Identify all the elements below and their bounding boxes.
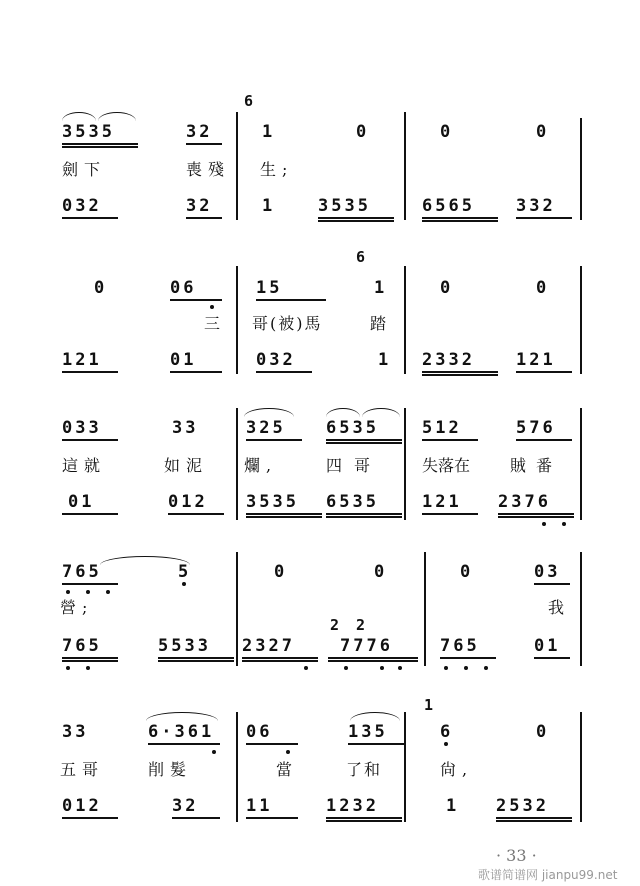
melody-note: 1 bbox=[374, 278, 388, 298]
accomp-note: 121 bbox=[516, 350, 556, 370]
grace-note: 2 bbox=[330, 616, 340, 634]
barline bbox=[580, 118, 582, 220]
octave-dot bbox=[286, 750, 290, 754]
octave-dot bbox=[380, 666, 384, 670]
underline bbox=[246, 439, 302, 441]
underline bbox=[62, 817, 118, 819]
barline bbox=[580, 408, 582, 520]
lyric: 這就 bbox=[62, 456, 107, 475]
underline bbox=[326, 516, 402, 518]
lyric: 喪殘 bbox=[186, 160, 231, 179]
accomp-note: 11 bbox=[246, 796, 273, 816]
underline bbox=[326, 817, 402, 819]
octave-dot bbox=[212, 750, 216, 754]
lyric: 三 bbox=[204, 314, 227, 333]
slur bbox=[98, 112, 136, 121]
octave-dot bbox=[66, 666, 70, 670]
slur bbox=[362, 408, 400, 417]
underline bbox=[62, 583, 118, 585]
barline bbox=[404, 408, 406, 520]
barline bbox=[580, 712, 582, 822]
lyric: 當 bbox=[276, 760, 299, 779]
melody-note: 0 bbox=[536, 122, 550, 142]
underline bbox=[422, 439, 478, 441]
octave-dot bbox=[444, 666, 448, 670]
grace-note: 6 bbox=[244, 92, 254, 110]
barline bbox=[404, 712, 406, 822]
octave-dot bbox=[106, 590, 110, 594]
grace-note: 6 bbox=[356, 248, 366, 266]
underline bbox=[516, 217, 572, 219]
underline bbox=[158, 657, 234, 659]
page-number: · 33 · bbox=[496, 846, 537, 865]
underline bbox=[534, 657, 570, 659]
accomp-note: 121 bbox=[62, 350, 102, 370]
underline bbox=[498, 516, 574, 518]
accomp-note: 2332 bbox=[422, 350, 475, 370]
slur bbox=[326, 408, 360, 417]
underline bbox=[498, 513, 574, 515]
barline bbox=[404, 112, 406, 220]
underline bbox=[246, 513, 322, 515]
accomp-note: 5533 bbox=[158, 636, 211, 656]
melody-note: 3535 bbox=[62, 122, 115, 142]
melody-note: 06 bbox=[170, 278, 197, 298]
melody-note: 033 bbox=[62, 418, 102, 438]
melody-note: 135 bbox=[348, 722, 388, 742]
octave-dot bbox=[86, 590, 90, 594]
underline bbox=[62, 143, 138, 145]
melody-note: 15 bbox=[256, 278, 283, 298]
underline bbox=[62, 217, 118, 219]
octave-dot bbox=[210, 305, 214, 309]
melody-note: 512 bbox=[422, 418, 462, 438]
melody-note: 6 bbox=[440, 722, 454, 742]
melody-note: 33 bbox=[172, 418, 199, 438]
lyric: 生; bbox=[260, 160, 294, 179]
melody-note: 0 bbox=[356, 122, 370, 142]
accomp-note: 012 bbox=[62, 796, 102, 816]
accomp-note: 332 bbox=[516, 196, 556, 216]
melody-note: 06 bbox=[246, 722, 273, 742]
underline bbox=[326, 513, 402, 515]
barline bbox=[404, 266, 406, 374]
barline bbox=[580, 266, 582, 374]
lyric: 五哥 bbox=[60, 760, 105, 779]
melody-note: 03 bbox=[534, 562, 561, 582]
underline bbox=[422, 217, 498, 219]
octave-dot bbox=[542, 522, 546, 526]
lyric: 營; bbox=[60, 598, 94, 617]
octave-dot bbox=[344, 666, 348, 670]
underline bbox=[496, 820, 572, 822]
octave-dot bbox=[464, 666, 468, 670]
accomp-note: 121 bbox=[422, 492, 462, 512]
accomp-note: 765 bbox=[440, 636, 480, 656]
octave-dot bbox=[86, 666, 90, 670]
underline bbox=[172, 817, 220, 819]
underline bbox=[148, 743, 220, 745]
underline bbox=[242, 660, 318, 662]
underline bbox=[440, 657, 496, 659]
underline bbox=[242, 657, 318, 659]
octave-dot bbox=[444, 742, 448, 746]
underline bbox=[246, 817, 298, 819]
underline bbox=[326, 439, 402, 441]
accomp-note: 32 bbox=[172, 796, 199, 816]
lyric: 我 bbox=[548, 598, 571, 617]
octave-dot bbox=[484, 666, 488, 670]
accomp-note: 2532 bbox=[496, 796, 549, 816]
melody-note: 1 bbox=[262, 122, 276, 142]
melody-note: 576 bbox=[516, 418, 556, 438]
melody-note: 32 bbox=[186, 122, 213, 142]
accomp-note: 032 bbox=[62, 196, 102, 216]
underline bbox=[62, 439, 118, 441]
barline bbox=[236, 552, 238, 666]
melody-note: 325 bbox=[246, 418, 286, 438]
accomp-note: 1 bbox=[378, 350, 392, 370]
octave-dot bbox=[182, 582, 186, 586]
accomp-note: 01 bbox=[170, 350, 197, 370]
lyric: 踏 bbox=[370, 314, 393, 333]
slur bbox=[100, 556, 190, 565]
lyric: 尙, bbox=[440, 760, 474, 779]
underline bbox=[168, 513, 224, 515]
accomp-note: 3535 bbox=[246, 492, 299, 512]
octave-dot bbox=[66, 590, 70, 594]
accomp-note: 1232 bbox=[326, 796, 379, 816]
barline bbox=[236, 408, 238, 520]
underline bbox=[246, 743, 298, 745]
slur bbox=[62, 112, 96, 121]
octave-dot bbox=[562, 522, 566, 526]
accomp-note: 01 bbox=[68, 492, 95, 512]
lyric: 爛, bbox=[244, 456, 278, 475]
melody-note: 0 bbox=[536, 722, 550, 742]
barline bbox=[236, 712, 238, 822]
underline bbox=[186, 143, 222, 145]
accomp-note: 765 bbox=[62, 636, 102, 656]
watermark: 歌谱简谱网 jianpu99.net bbox=[478, 868, 618, 882]
barline bbox=[236, 266, 238, 374]
underline bbox=[516, 371, 572, 373]
underline bbox=[256, 299, 326, 301]
underline bbox=[328, 657, 418, 659]
melody-note: 6·361 bbox=[148, 722, 215, 742]
underline bbox=[516, 439, 572, 441]
melody-note: 0 bbox=[536, 278, 550, 298]
barline bbox=[236, 112, 238, 220]
underline bbox=[170, 371, 222, 373]
lyric: 四哥 bbox=[326, 456, 383, 475]
slur bbox=[146, 712, 218, 721]
barline bbox=[424, 552, 426, 666]
accomp-note: 2327 bbox=[242, 636, 295, 656]
accomp-note: 012 bbox=[168, 492, 208, 512]
underline bbox=[62, 657, 118, 659]
melody-note: 0 bbox=[460, 562, 474, 582]
melody-note: 765 bbox=[62, 562, 102, 582]
melody-note: 0 bbox=[274, 562, 288, 582]
lyric: 失落在 bbox=[422, 456, 471, 475]
melody-note: 0 bbox=[374, 562, 388, 582]
underline bbox=[326, 820, 402, 822]
underline bbox=[422, 374, 498, 376]
accomp-note: 01 bbox=[534, 636, 561, 656]
underline bbox=[62, 660, 118, 662]
lyric: 劍下 bbox=[62, 160, 107, 179]
underline bbox=[186, 217, 222, 219]
slur bbox=[350, 712, 400, 721]
accomp-note: 1 bbox=[262, 196, 276, 216]
melody-note: 0 bbox=[440, 122, 454, 142]
underline bbox=[62, 146, 138, 148]
melody-note: 5 bbox=[178, 562, 192, 582]
lyric: 削髮 bbox=[148, 760, 193, 779]
underline bbox=[326, 442, 402, 444]
underline bbox=[348, 743, 404, 745]
melody-note: 33 bbox=[62, 722, 89, 742]
accomp-note: 1 bbox=[446, 796, 460, 816]
accomp-note: 032 bbox=[256, 350, 296, 370]
lyric: 哥(被)馬 bbox=[252, 314, 323, 333]
grace-note: 2 bbox=[356, 616, 366, 634]
melody-note: 0 bbox=[94, 278, 108, 298]
accomp-note: 2376 bbox=[498, 492, 551, 512]
grace-note: 1 bbox=[424, 696, 434, 714]
lyric: 了和 bbox=[346, 760, 383, 779]
underline bbox=[422, 513, 478, 515]
slur bbox=[244, 408, 294, 417]
underline bbox=[318, 220, 394, 222]
accomp-note: 3535 bbox=[318, 196, 371, 216]
underline bbox=[328, 660, 418, 662]
underline bbox=[318, 217, 394, 219]
melody-note: 6535 bbox=[326, 418, 379, 438]
underline bbox=[170, 299, 222, 301]
accomp-note: 7776 bbox=[340, 636, 393, 656]
underline bbox=[246, 516, 322, 518]
underline bbox=[62, 371, 118, 373]
underline bbox=[422, 371, 498, 373]
underline bbox=[496, 817, 572, 819]
barline bbox=[580, 552, 582, 666]
underline bbox=[534, 583, 570, 585]
lyric: 賊番 bbox=[510, 456, 563, 475]
octave-dot bbox=[304, 666, 308, 670]
underline bbox=[256, 371, 312, 373]
underline bbox=[158, 660, 234, 662]
underline bbox=[62, 513, 118, 515]
lyric: 如泥 bbox=[164, 456, 209, 475]
accomp-note: 32 bbox=[186, 196, 213, 216]
underline bbox=[422, 220, 498, 222]
octave-dot bbox=[398, 666, 402, 670]
accomp-note: 6535 bbox=[326, 492, 379, 512]
melody-note: 0 bbox=[440, 278, 454, 298]
accomp-note: 6565 bbox=[422, 196, 475, 216]
